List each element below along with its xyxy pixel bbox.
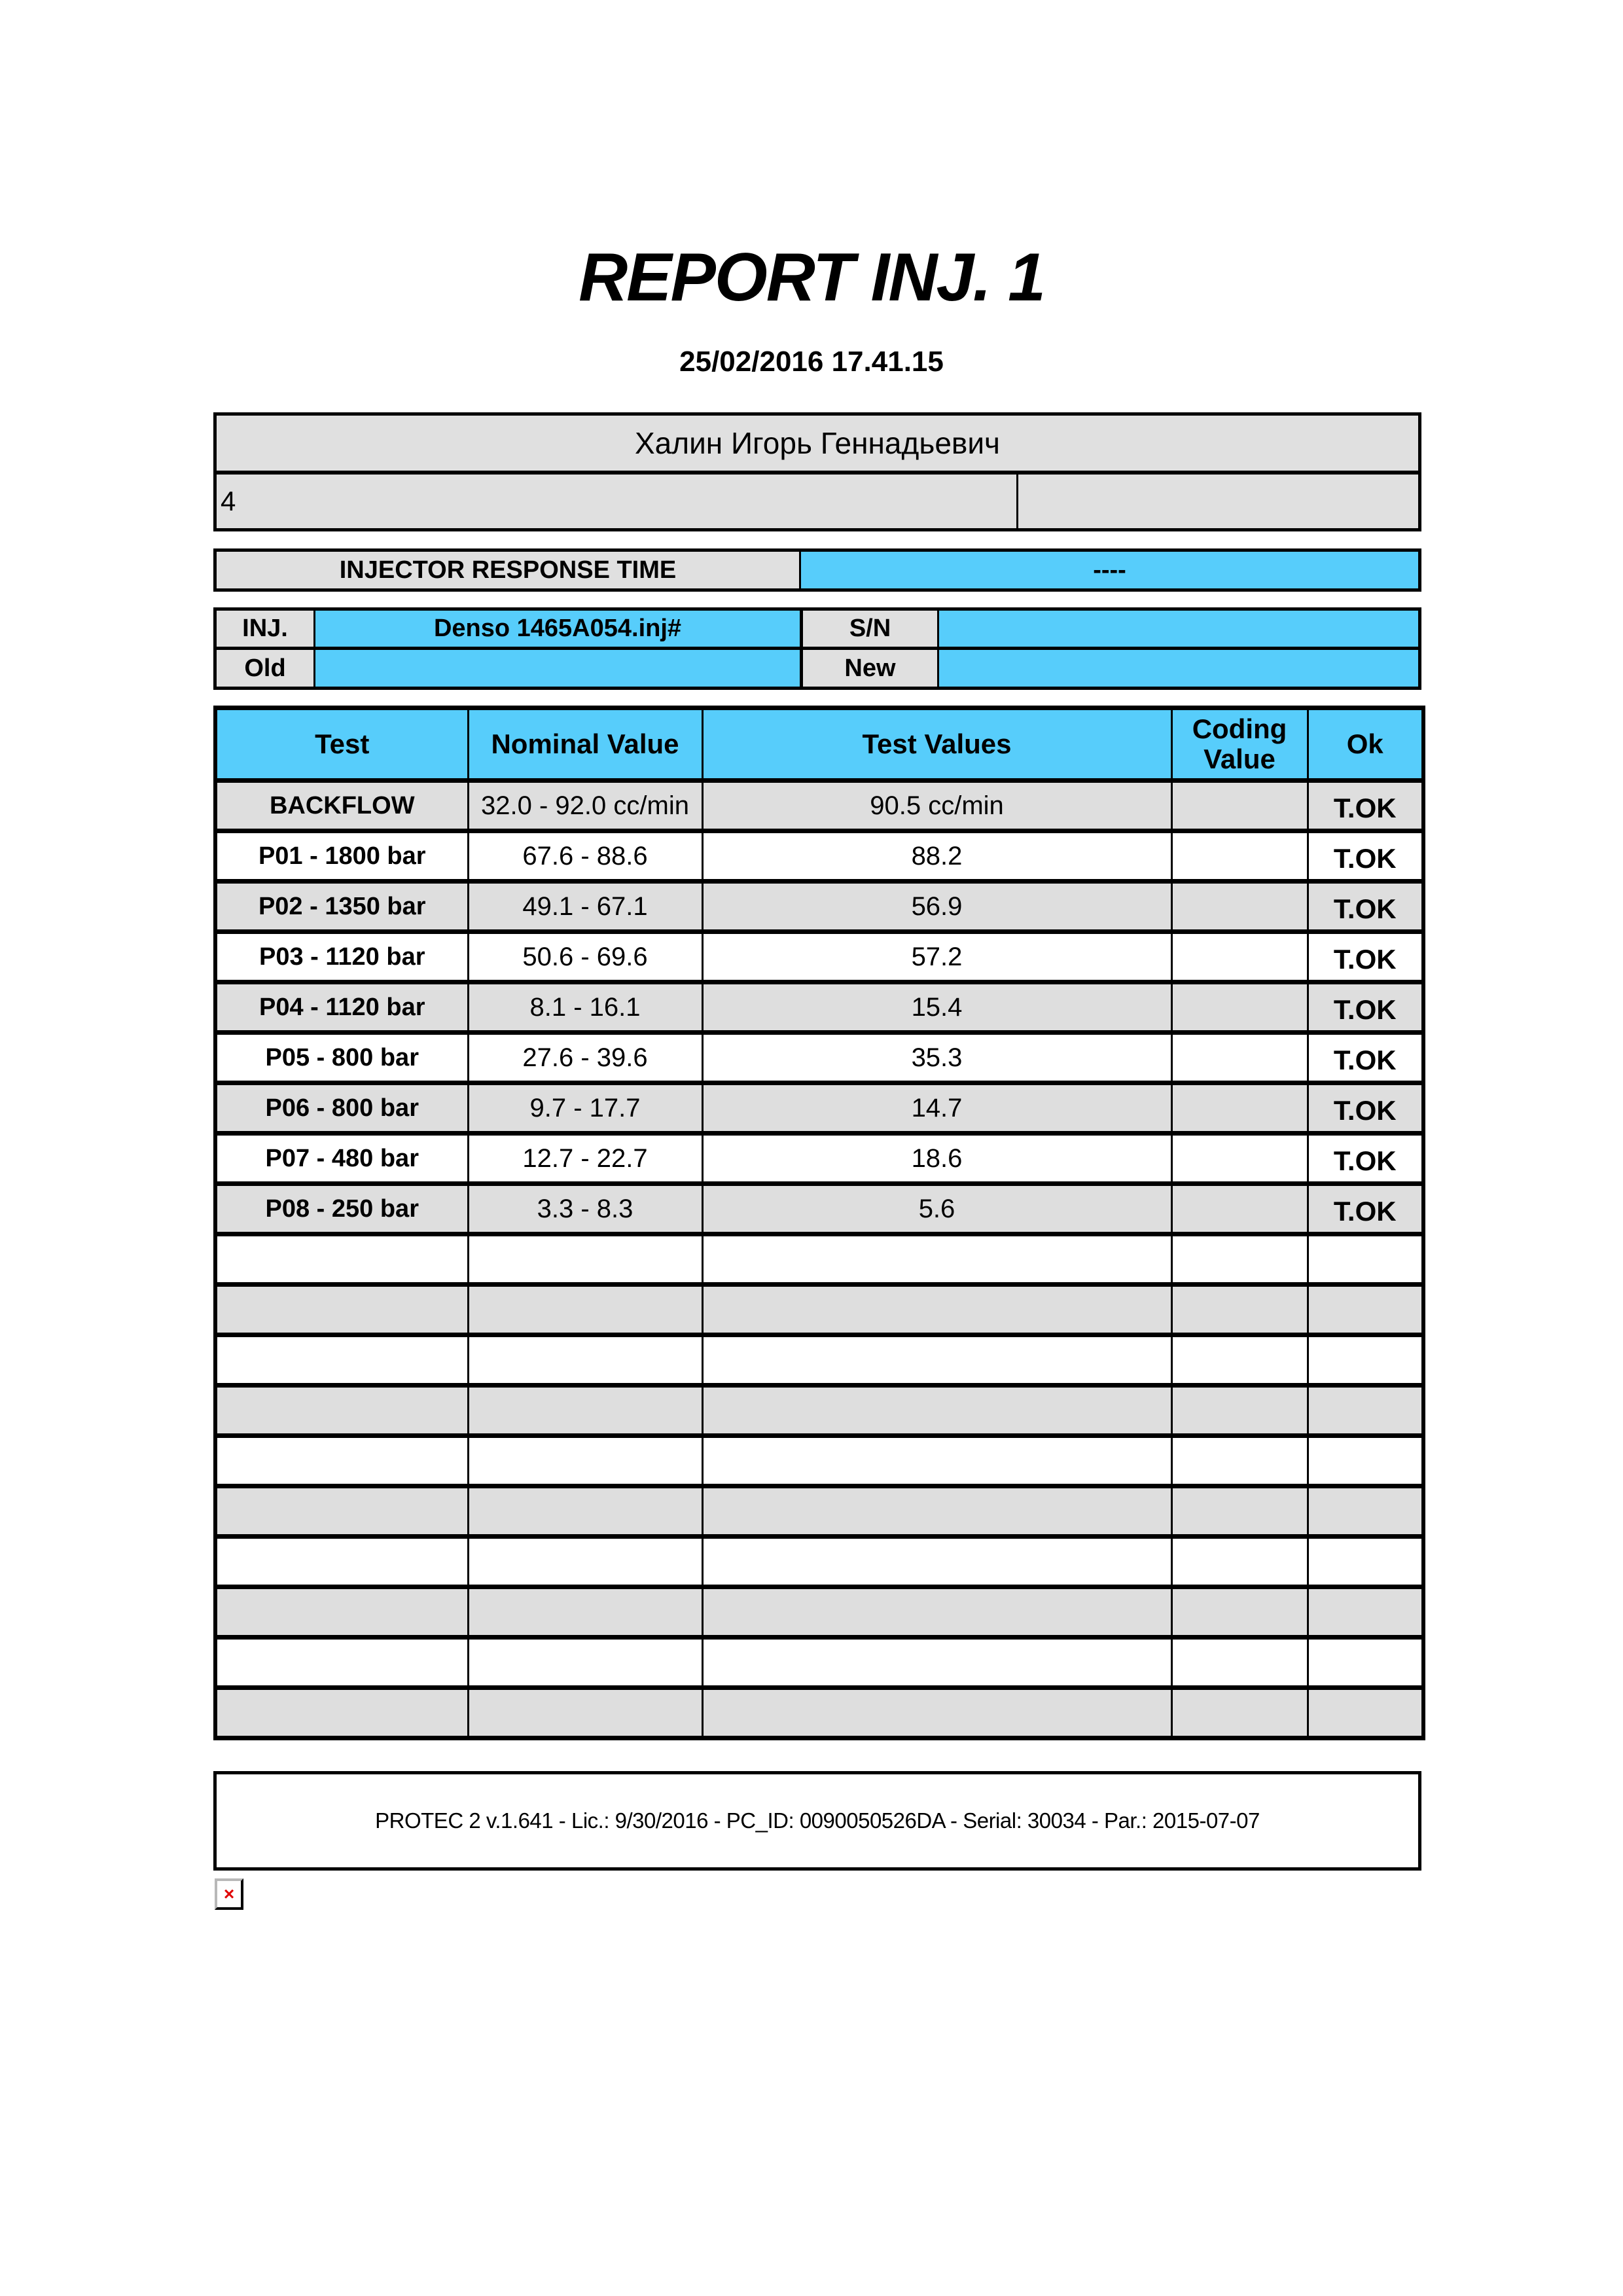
- nominal-value-cell: 3.3 - 8.3: [468, 1184, 702, 1234]
- header-ok: Ok: [1308, 708, 1423, 781]
- test-value-cell: 18.6: [702, 1134, 1171, 1184]
- nominal-value-cell: [468, 1587, 702, 1638]
- coding-value-cell: [1171, 1184, 1308, 1234]
- coding-value-cell: [1171, 1587, 1308, 1638]
- nominal-value-cell: [468, 1537, 702, 1587]
- new-value: [939, 650, 1418, 687]
- ok-status-cell: [1308, 1285, 1423, 1335]
- coding-value-cell: [1171, 1436, 1308, 1486]
- test-name-cell: [215, 1285, 468, 1335]
- ok-status-cell: T.OK: [1308, 1083, 1423, 1134]
- inj-value: Denso 1465A054.inj#: [315, 611, 800, 647]
- injector-box: [213, 607, 1421, 690]
- coding-value-cell: [1171, 1537, 1308, 1587]
- table-row: [215, 1083, 1423, 1134]
- test-name-cell: [215, 1638, 468, 1688]
- ok-status-cell: T.OK: [1308, 831, 1423, 882]
- coding-value-cell: [1171, 1335, 1308, 1386]
- test-name-cell: [215, 1234, 468, 1285]
- new-label: New: [803, 650, 937, 687]
- customer-box: [213, 412, 1421, 531]
- table-row: [215, 1285, 1423, 1335]
- header-coding-line2: Value: [1204, 744, 1275, 774]
- header-nominal-value: Nominal Value: [468, 708, 702, 781]
- table-row: [215, 882, 1423, 932]
- nominal-value-cell: 12.7 - 22.7: [468, 1134, 702, 1184]
- test-value-cell: [702, 1335, 1171, 1386]
- coding-value-cell: [1171, 1234, 1308, 1285]
- table-header-row: [215, 708, 1423, 781]
- coding-value-cell: [1171, 932, 1308, 982]
- sn-value: [939, 611, 1418, 647]
- nominal-value-cell: 67.6 - 88.6: [468, 831, 702, 882]
- table-row: [215, 831, 1423, 882]
- test-value-cell: 14.7: [702, 1083, 1171, 1134]
- ok-status-cell: T.OK: [1308, 882, 1423, 932]
- test-value-cell: 57.2: [702, 932, 1171, 982]
- ok-status-cell: T.OK: [1308, 781, 1423, 831]
- coding-value-cell: [1171, 1688, 1308, 1738]
- test-name-cell: P08 - 250 bar: [215, 1184, 468, 1234]
- test-value-cell: 90.5 cc/min: [702, 781, 1171, 831]
- nominal-value-cell: 27.6 - 39.6: [468, 1033, 702, 1083]
- test-name-cell: P01 - 1800 bar: [215, 831, 468, 882]
- coding-value-cell: [1171, 1083, 1308, 1134]
- ok-status-cell: T.OK: [1308, 1033, 1423, 1083]
- nominal-value-cell: [468, 1638, 702, 1688]
- coding-value-cell: [1171, 1033, 1308, 1083]
- nominal-value-cell: [468, 1688, 702, 1738]
- nominal-value-cell: 49.1 - 67.1: [468, 882, 702, 932]
- test-value-cell: [702, 1285, 1171, 1335]
- test-value-cell: [702, 1486, 1171, 1537]
- test-value-cell: 35.3: [702, 1033, 1171, 1083]
- table-row: [215, 1436, 1423, 1486]
- table-row: [215, 1134, 1423, 1184]
- table-row: [215, 1335, 1423, 1386]
- coding-value-cell: [1171, 831, 1308, 882]
- nominal-value-cell: 8.1 - 16.1: [468, 982, 702, 1033]
- test-name-cell: P04 - 1120 bar: [215, 982, 468, 1033]
- table-row: [215, 1688, 1423, 1738]
- footer-info: PROTEC 2 v.1.641 - Lic.: 9/30/2016 - PC_ID: 0090050526DA - Serial: 30034 - Par.: 2015-07-07: [213, 1771, 1421, 1871]
- header-coding-value: [1171, 708, 1308, 781]
- ok-status-cell: T.OK: [1308, 1134, 1423, 1184]
- test-name-cell: [215, 1587, 468, 1638]
- ok-status-cell: [1308, 1587, 1423, 1638]
- test-value-cell: 88.2: [702, 831, 1171, 882]
- table-row: [215, 1033, 1423, 1083]
- test-name-cell: [215, 1688, 468, 1738]
- ok-status-cell: [1308, 1537, 1423, 1587]
- table-row: [215, 1638, 1423, 1688]
- coding-value-cell: [1171, 1386, 1308, 1436]
- test-name-cell: [215, 1335, 468, 1386]
- test-name-cell: P03 - 1120 bar: [215, 932, 468, 982]
- coding-value-cell: [1171, 1638, 1308, 1688]
- coding-value-cell: [1171, 1285, 1308, 1335]
- coding-value-cell: [1171, 1134, 1308, 1184]
- response-time-box: [213, 548, 1421, 592]
- ok-status-cell: [1308, 1486, 1423, 1537]
- nominal-value-cell: [468, 1234, 702, 1285]
- broken-image-icon: ×: [215, 1878, 243, 1910]
- test-results-table: [213, 706, 1425, 1740]
- report-title: REPORT INJ. 1: [579, 240, 1044, 315]
- old-value: [315, 650, 800, 687]
- header-test: Test: [215, 708, 468, 781]
- old-label: Old: [217, 650, 313, 687]
- nominal-value-cell: 9.7 - 17.7: [468, 1083, 702, 1134]
- table-row: [215, 1587, 1423, 1638]
- test-name-cell: [215, 1486, 468, 1537]
- table-row: [215, 982, 1423, 1033]
- coding-value-cell: [1171, 1486, 1308, 1537]
- table-row: [215, 1184, 1423, 1234]
- coding-value-cell: [1171, 781, 1308, 831]
- coding-value-cell: [1171, 882, 1308, 932]
- test-name-cell: P07 - 480 bar: [215, 1134, 468, 1184]
- nominal-value-cell: [468, 1436, 702, 1486]
- table-row: [215, 1386, 1423, 1436]
- table-row: [215, 932, 1423, 982]
- coding-value-cell: [1171, 982, 1308, 1033]
- ok-status-cell: [1308, 1335, 1423, 1386]
- table-row: [215, 1486, 1423, 1537]
- test-value-cell: [702, 1234, 1171, 1285]
- customer-field-right: [1018, 475, 1418, 528]
- test-value-cell: 5.6: [702, 1184, 1171, 1234]
- test-name-cell: [215, 1537, 468, 1587]
- test-value-cell: 56.9: [702, 882, 1171, 932]
- test-value-cell: 15.4: [702, 982, 1171, 1033]
- report-datetime: 25/02/2016 17.41.15: [679, 346, 944, 378]
- ok-status-cell: T.OK: [1308, 982, 1423, 1033]
- test-value-cell: [702, 1587, 1171, 1638]
- nominal-value-cell: [468, 1335, 702, 1386]
- nominal-value-cell: 50.6 - 69.6: [468, 932, 702, 982]
- test-name-cell: [215, 1436, 468, 1486]
- test-value-cell: [702, 1386, 1171, 1436]
- test-name-cell: [215, 1386, 468, 1436]
- ok-status-cell: T.OK: [1308, 1184, 1423, 1234]
- nominal-value-cell: [468, 1285, 702, 1335]
- response-time-value: ----: [801, 552, 1418, 588]
- header-coding-line1: Coding: [1192, 713, 1287, 744]
- ok-status-cell: T.OK: [1308, 932, 1423, 982]
- table-row: [215, 781, 1423, 831]
- test-name-cell: BACKFLOW: [215, 781, 468, 831]
- test-value-cell: [702, 1537, 1171, 1587]
- test-value-cell: [702, 1638, 1171, 1688]
- test-name-cell: P02 - 1350 bar: [215, 882, 468, 932]
- customer-name: Халин Игорь Геннадьевич: [634, 426, 1001, 460]
- ok-status-cell: [1308, 1234, 1423, 1285]
- sn-label: S/N: [803, 611, 937, 647]
- test-name-cell: P05 - 800 bar: [215, 1033, 468, 1083]
- response-time-label: INJECTOR RESPONSE TIME: [217, 552, 799, 588]
- table-row: [215, 1537, 1423, 1587]
- ok-status-cell: [1308, 1688, 1423, 1738]
- header-test-values: Test Values: [702, 708, 1171, 781]
- ok-status-cell: [1308, 1386, 1423, 1436]
- table-row: [215, 1234, 1423, 1285]
- inj-label: INJ.: [217, 611, 313, 647]
- nominal-value-cell: [468, 1386, 702, 1436]
- ok-status-cell: [1308, 1436, 1423, 1486]
- nominal-value-cell: [468, 1486, 702, 1537]
- test-value-cell: [702, 1688, 1171, 1738]
- test-value-cell: [702, 1436, 1171, 1486]
- customer-field-left: 4: [221, 486, 236, 516]
- nominal-value-cell: 32.0 - 92.0 cc/min: [468, 781, 702, 831]
- test-name-cell: P06 - 800 bar: [215, 1083, 468, 1134]
- ok-status-cell: [1308, 1638, 1423, 1688]
